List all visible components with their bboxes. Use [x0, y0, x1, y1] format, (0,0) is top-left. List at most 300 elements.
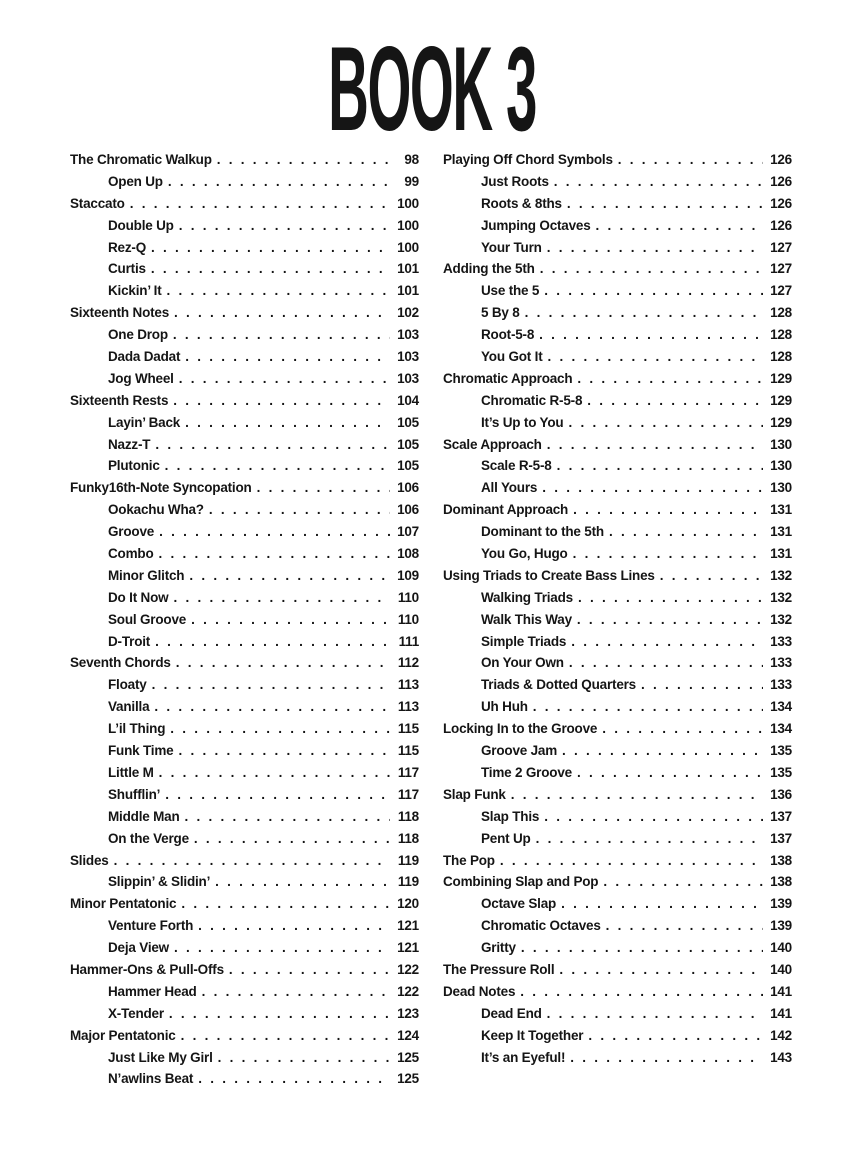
toc-dot-leader — [155, 437, 390, 452]
toc-page-number: 115 — [397, 721, 419, 737]
toc-entry-label: Combining Slap and Pop — [443, 874, 599, 890]
toc-page-number: 133 — [770, 677, 792, 693]
toc-row — [443, 437, 792, 459]
toc-dot-leader — [159, 524, 390, 539]
toc-dot-leader — [588, 1028, 763, 1043]
toc-entry-label: Gritty — [481, 940, 516, 956]
toc-page-number: 103 — [397, 370, 419, 386]
toc-dot-leader — [179, 218, 390, 233]
toc-row — [70, 568, 419, 590]
toc-entry-label: Minor Glitch — [108, 567, 185, 583]
toc-page-number: 104 — [397, 392, 419, 408]
toc-row — [70, 1006, 419, 1028]
toc-page-number: 100 — [397, 217, 419, 233]
toc-dot-leader — [577, 612, 763, 627]
toc-dot-leader — [181, 1028, 390, 1043]
toc-page-number: 126 — [770, 195, 792, 211]
toc-entry-label: Little M — [108, 764, 154, 780]
toc-entry-label: L’il Thing — [108, 721, 166, 737]
toc-row — [70, 590, 419, 612]
toc-row — [70, 283, 419, 305]
toc-entry-label: It’s Up to You — [481, 414, 564, 430]
toc-entry-label: Simple Triads — [481, 633, 567, 649]
toc-page-number: 107 — [397, 524, 419, 540]
toc-dot-leader — [174, 305, 390, 320]
toc-page-number: 135 — [770, 743, 792, 759]
toc-dot-leader — [533, 699, 763, 714]
toc-dot-leader — [609, 524, 763, 539]
toc-dot-leader — [198, 1071, 390, 1086]
toc-page-number: 118 — [397, 808, 419, 824]
toc-entry-label: It’s an Eyeful! — [481, 1049, 566, 1065]
toc-row — [443, 546, 792, 568]
toc-dot-leader — [185, 415, 390, 430]
toc-entry-label: Layin’ Back — [108, 414, 181, 430]
toc-row — [443, 524, 792, 546]
toc-row — [70, 831, 419, 853]
toc-dot-leader — [173, 393, 390, 408]
toc-dot-leader — [155, 634, 390, 649]
toc-entry-label: The Pop — [443, 852, 495, 868]
toc-entry-label: Keep It Together — [481, 1027, 584, 1043]
toc-row — [70, 896, 419, 918]
toc-dot-leader — [578, 590, 763, 605]
toc-dot-leader — [539, 327, 763, 342]
toc-page-number: 103 — [397, 327, 419, 343]
toc-page-number: 142 — [770, 1027, 792, 1043]
toc-row — [443, 458, 792, 480]
toc-entry-label: Groove — [108, 524, 155, 540]
toc-page-number: 106 — [397, 502, 419, 518]
toc-row — [443, 787, 792, 809]
toc-row — [443, 261, 792, 283]
toc-page-number: 132 — [770, 611, 792, 627]
toc-dot-leader — [114, 853, 390, 868]
toc-row — [70, 699, 419, 721]
toc-page-number: 98 — [404, 152, 419, 167]
toc-page-number: 141 — [770, 983, 792, 999]
toc-entry-label: Ookachu Wha? — [108, 502, 204, 518]
toc-page-number: 113 — [397, 677, 419, 693]
toc-page-number: 139 — [770, 896, 792, 912]
toc-entry-label: Time 2 Groove — [481, 764, 572, 780]
toc-dot-leader — [542, 480, 763, 495]
toc-row — [70, 349, 419, 371]
toc-entry-label: Roots & 8ths — [481, 195, 562, 211]
toc-page-number: 128 — [770, 349, 792, 365]
toc-dot-leader — [559, 962, 763, 977]
toc-row — [443, 196, 792, 218]
toc-page-number: 140 — [770, 940, 792, 956]
toc-row — [70, 393, 419, 415]
toc-page-number: 123 — [397, 1005, 419, 1021]
toc-page-number: 126 — [770, 217, 792, 233]
toc-entry-label: Jog Wheel — [108, 370, 174, 386]
toc-row — [443, 655, 792, 677]
toc-page-number: 113 — [397, 699, 419, 715]
toc-row — [70, 546, 419, 568]
toc-page-number: 121 — [397, 940, 419, 956]
toc-dot-leader — [181, 896, 390, 911]
toc-row — [443, 371, 792, 393]
toc-dot-leader — [547, 437, 763, 452]
toc-page-number: 137 — [770, 808, 792, 824]
toc-row — [70, 940, 419, 962]
toc-row — [70, 502, 419, 524]
table-of-contents — [0, 138, 864, 1093]
toc-page-number: 130 — [770, 458, 792, 474]
toc-dot-leader — [536, 831, 763, 846]
toc-page-number: 136 — [770, 786, 792, 802]
toc-page-number: 130 — [770, 480, 792, 496]
toc-entry-label: Hammer Head — [108, 983, 197, 999]
toc-dot-leader — [554, 174, 763, 189]
toc-entry-label: On Your Own — [481, 655, 564, 671]
toc-dot-leader — [165, 787, 390, 802]
toc-entry-label: Kickin’ It — [108, 283, 162, 299]
toc-page-number: 124 — [397, 1027, 419, 1043]
toc-page-number: 129 — [770, 392, 792, 408]
toc-row — [70, 962, 419, 984]
toc-page-number: 122 — [397, 983, 419, 999]
toc-row — [70, 1071, 419, 1093]
toc-row — [70, 1050, 419, 1072]
toc-entry-label: X-Tender — [108, 1005, 164, 1021]
toc-entry-label: Seventh Chords — [70, 655, 171, 671]
toc-entry-label: Venture Forth — [108, 918, 194, 934]
toc-row — [443, 634, 792, 656]
toc-dot-leader — [547, 240, 763, 255]
toc-entry-label: Floaty — [108, 677, 147, 693]
toc-dot-leader — [544, 809, 763, 824]
toc-dot-leader — [602, 721, 763, 736]
toc-dot-leader — [168, 174, 390, 189]
toc-entry-label: On the Verge — [108, 830, 189, 846]
toc-dot-leader — [540, 261, 763, 276]
toc-entry-label: Dead End — [481, 1005, 542, 1021]
toc-entry-label: Slides — [70, 852, 109, 868]
toc-entry-label: Scale R-5-8 — [481, 458, 552, 474]
toc-dot-leader — [130, 196, 390, 211]
toc-row — [443, 874, 792, 896]
toc-dot-leader — [179, 371, 390, 386]
toc-dot-leader — [198, 918, 390, 933]
toc-row — [70, 371, 419, 393]
toc-row — [70, 634, 419, 656]
toc-page-number: 125 — [397, 1071, 419, 1087]
toc-row — [443, 502, 792, 524]
toc-row — [443, 1050, 792, 1072]
toc-page-number: 127 — [770, 261, 792, 277]
toc-column-right — [443, 152, 792, 1093]
toc-dot-leader — [500, 853, 763, 868]
toc-row — [70, 458, 419, 480]
toc-entry-label: N’awlins Beat — [108, 1071, 194, 1087]
toc-row — [443, 918, 792, 940]
toc-row — [443, 699, 792, 721]
toc-page-number: 137 — [770, 830, 792, 846]
toc-page-number: 121 — [397, 918, 419, 934]
toc-dot-leader — [521, 940, 763, 955]
toc-dot-leader — [151, 240, 390, 255]
toc-row — [443, 853, 792, 875]
toc-page-number: 141 — [770, 1005, 792, 1021]
toc-entry-label: Uh Huh — [481, 699, 528, 715]
toc-row — [70, 721, 419, 743]
toc-row — [443, 962, 792, 984]
toc-entry-label: Chromatic Approach — [443, 370, 573, 386]
toc-entry-label: Middle Man — [108, 808, 180, 824]
toc-row — [443, 327, 792, 349]
toc-row — [70, 174, 419, 196]
toc-entry-label: Root-5-8 — [481, 327, 535, 343]
toc-entry-label: Walk This Way — [481, 611, 572, 627]
toc-dot-leader — [154, 699, 390, 714]
toc-entry-label: Funky16th-Note Syncopation — [70, 480, 252, 496]
toc-row — [70, 524, 419, 546]
toc-entry-label: Slap This — [481, 808, 540, 824]
toc-entry-label: Triads & Dotted Quarters — [481, 677, 636, 693]
toc-entry-label: The Pressure Roll — [443, 961, 555, 977]
toc-entry-label: Open Up — [108, 173, 163, 189]
toc-dot-leader — [570, 1050, 763, 1065]
toc-row — [443, 174, 792, 196]
toc-row — [443, 218, 792, 240]
toc-row — [70, 415, 419, 437]
toc-row — [443, 612, 792, 634]
toc-dot-leader — [178, 743, 390, 758]
toc-entry-label: Hammer-Ons & Pull-Offs — [70, 961, 224, 977]
toc-page-number: 109 — [397, 567, 419, 583]
toc-page-number: 126 — [770, 152, 792, 167]
toc-page-number: 110 — [397, 611, 419, 627]
toc-dot-leader — [603, 874, 763, 889]
toc-dot-leader — [159, 546, 391, 561]
toc-page-number: 138 — [770, 852, 792, 868]
toc-row — [443, 1028, 792, 1050]
toc-dot-leader — [571, 634, 763, 649]
toc-row — [70, 787, 419, 809]
toc-page-number: 132 — [770, 567, 792, 583]
toc-dot-leader — [511, 787, 763, 802]
toc-row — [70, 437, 419, 459]
toc-page-number: 101 — [397, 261, 419, 277]
toc-page-number: 131 — [770, 546, 792, 562]
toc-entry-label: Use the 5 — [481, 283, 540, 299]
toc-row — [443, 240, 792, 262]
toc-dot-leader — [618, 152, 763, 167]
toc-page-number: 134 — [770, 699, 792, 715]
toc-dot-leader — [606, 918, 763, 933]
toc-row — [443, 677, 792, 699]
toc-row — [70, 240, 419, 262]
toc-dot-leader — [173, 590, 390, 605]
toc-entry-label: Sixteenth Rests — [70, 392, 169, 408]
toc-dot-leader — [170, 721, 390, 736]
toc-row — [70, 677, 419, 699]
toc-entry-label: Rez-Q — [108, 239, 147, 255]
toc-dot-leader — [641, 677, 763, 692]
toc-dot-leader — [561, 896, 763, 911]
toc-page-number: 138 — [770, 874, 792, 890]
toc-entry-label: Chromatic Octaves — [481, 918, 601, 934]
toc-dot-leader — [587, 393, 763, 408]
toc-page-number: 102 — [397, 305, 419, 321]
toc-entry-label: Funk Time — [108, 743, 174, 759]
toc-dot-leader — [185, 349, 390, 364]
toc-row — [70, 853, 419, 875]
toc-dot-leader — [159, 765, 390, 780]
toc-row — [70, 218, 419, 240]
toc-entry-label: You Got It — [481, 349, 543, 365]
toc-dot-leader — [547, 1006, 763, 1021]
toc-row — [443, 590, 792, 612]
toc-row — [70, 918, 419, 940]
toc-row — [443, 765, 792, 787]
toc-dot-leader — [169, 1006, 390, 1021]
toc-row — [443, 568, 792, 590]
toc-row — [70, 655, 419, 677]
toc-dot-leader — [229, 962, 390, 977]
toc-entry-label: Octave Slap — [481, 896, 557, 912]
toc-row — [443, 984, 792, 1006]
toc-entry-label: Staccato — [70, 195, 125, 211]
toc-entry-label: Curtis — [108, 261, 146, 277]
toc-entry-label: Chromatic R-5-8 — [481, 392, 583, 408]
toc-row — [70, 305, 419, 327]
toc-row — [443, 721, 792, 743]
toc-page-number: 129 — [770, 414, 792, 430]
toc-entry-label: Plutonic — [108, 458, 160, 474]
toc-dot-leader — [548, 349, 764, 364]
toc-dot-leader — [191, 612, 390, 627]
toc-dot-leader — [165, 458, 390, 473]
toc-entry-label: Pent Up — [481, 830, 531, 846]
toc-entry-label: Jumping Octaves — [481, 217, 591, 233]
toc-row — [443, 896, 792, 918]
toc-dot-leader — [567, 196, 763, 211]
toc-row — [70, 874, 419, 896]
toc-entry-label: Nazz-T — [108, 436, 151, 452]
toc-entry-label: Major Pentatonic — [70, 1027, 176, 1043]
toc-row — [70, 765, 419, 787]
toc-row — [443, 349, 792, 371]
toc-dot-leader — [557, 458, 763, 473]
toc-entry-label: Locking In to the Groove — [443, 721, 598, 737]
toc-dot-leader — [152, 677, 390, 692]
toc-page-number: 131 — [770, 502, 792, 518]
toc-row — [443, 480, 792, 502]
toc-entry-label: Deja View — [108, 940, 169, 956]
toc-entry-label: Vanilla — [108, 699, 150, 715]
toc-page-number: 126 — [770, 173, 792, 189]
toc-entry-label: Combo — [108, 546, 154, 562]
toc-dot-leader — [562, 743, 763, 758]
toc-dot-leader — [218, 1050, 390, 1065]
toc-row — [443, 415, 792, 437]
toc-row — [443, 305, 792, 327]
toc-page-number: 117 — [397, 764, 419, 780]
toc-page-number: 110 — [397, 589, 419, 605]
toc-entry-label: Minor Pentatonic — [70, 896, 177, 912]
toc-dot-leader — [544, 283, 763, 298]
page-title: BOOK 3 — [328, 22, 536, 156]
toc-page-number: 119 — [397, 874, 419, 890]
toc-dot-leader — [185, 809, 391, 824]
toc-page-number: 117 — [397, 786, 419, 802]
toc-page-number: 139 — [770, 918, 792, 934]
toc-page-number: 105 — [397, 458, 419, 474]
toc-dot-leader — [151, 261, 390, 276]
toc-page-number: 101 — [397, 283, 419, 299]
toc-page-number: 135 — [770, 764, 792, 780]
toc-dot-leader — [215, 874, 390, 889]
toc-entry-label: Just Like My Girl — [108, 1049, 213, 1065]
toc-page-number: 125 — [397, 1049, 419, 1065]
toc-page-number: 132 — [770, 589, 792, 605]
toc-entry-label: Dada Dadat — [108, 349, 181, 365]
toc-dot-leader — [577, 765, 763, 780]
toc-entry-label: Just Roots — [481, 173, 549, 189]
toc-entry-label: Do It Now — [108, 589, 169, 605]
toc-page-number: 127 — [770, 283, 792, 299]
toc-page-number: 103 — [397, 349, 419, 365]
toc-page-number: 100 — [397, 195, 419, 211]
toc-dot-leader — [568, 415, 763, 430]
toc-row — [70, 1028, 419, 1050]
toc-entry-label: Playing Off Chord Symbols — [443, 152, 613, 167]
toc-row — [443, 283, 792, 305]
toc-dot-leader — [174, 940, 390, 955]
toc-page-number: 134 — [770, 721, 792, 737]
toc-dot-leader — [194, 831, 390, 846]
toc-row — [443, 1006, 792, 1028]
toc-row — [70, 984, 419, 1006]
toc-page-number: 129 — [770, 370, 792, 386]
toc-entry-label: Double Up — [108, 217, 174, 233]
toc-entry-label: All Yours — [481, 480, 538, 496]
toc-dot-leader — [167, 283, 390, 298]
toc-row — [443, 940, 792, 962]
toc-page-number: 112 — [397, 655, 419, 671]
toc-row — [70, 480, 419, 502]
toc-dot-leader — [660, 568, 763, 583]
toc-entry-label: Adding the 5th — [443, 261, 535, 277]
toc-entry-label: 5 By 8 — [481, 305, 520, 321]
toc-page-number: 118 — [397, 830, 419, 846]
toc-page-number: 133 — [770, 633, 792, 649]
toc-column-left — [70, 152, 419, 1093]
toc-dot-leader — [569, 655, 763, 670]
toc-dot-leader — [209, 502, 390, 517]
toc-dot-leader — [202, 984, 390, 999]
toc-page-number: 99 — [404, 173, 419, 189]
toc-entry-label: Shufflin’ — [108, 786, 161, 802]
toc-page-number: 130 — [770, 436, 792, 452]
toc-dot-leader — [257, 480, 390, 495]
toc-entry-label: Scale Approach — [443, 436, 542, 452]
toc-page-number: 143 — [770, 1049, 792, 1065]
toc-entry-label: Slap Funk — [443, 786, 506, 802]
toc-dot-leader — [189, 568, 390, 583]
title-area — [0, 0, 864, 156]
toc-dot-leader — [577, 371, 763, 386]
toc-page-number: 108 — [397, 546, 419, 562]
toc-entry-label: Dead Notes — [443, 983, 516, 999]
toc-page-number: 128 — [770, 327, 792, 343]
toc-entry-label: Your Turn — [481, 239, 542, 255]
toc-page-number: 105 — [397, 414, 419, 430]
